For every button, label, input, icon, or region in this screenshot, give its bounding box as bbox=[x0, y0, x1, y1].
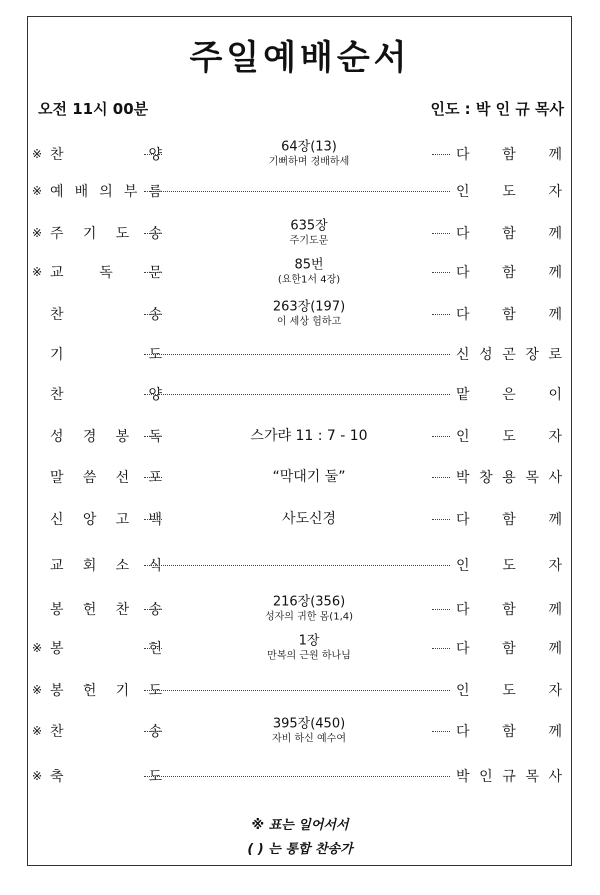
leader-dots bbox=[144, 394, 450, 395]
order-item-detail bbox=[162, 595, 456, 624]
order-item-label: 찬 송 bbox=[50, 724, 162, 740]
order-item-person: 박 인 규 목 사 bbox=[456, 769, 562, 785]
order-item-label: 봉 헌 기 도 bbox=[50, 683, 162, 699]
order-item-label: 교 회 소 식 bbox=[50, 558, 162, 574]
standing-mark: ※ bbox=[31, 265, 43, 279]
order-item-detail bbox=[162, 300, 456, 329]
standing-mark: ※ bbox=[31, 769, 43, 783]
order-item-person: 인 도 자 bbox=[456, 429, 562, 445]
order-item-person: 다 함 께 bbox=[456, 641, 562, 657]
order-item-main: 85번 bbox=[294, 257, 324, 273]
leader-dots bbox=[144, 648, 162, 649]
leader-dots bbox=[144, 233, 162, 234]
order-row bbox=[30, 171, 570, 211]
order-item-person: 맡 은 이 bbox=[456, 387, 562, 403]
leader-dots bbox=[144, 154, 162, 155]
order-item-detail bbox=[162, 634, 456, 663]
leader-dots bbox=[144, 731, 162, 732]
order-item-label: 축 도 bbox=[50, 769, 162, 785]
order-item-person: 다 함 께 bbox=[456, 147, 562, 163]
standing-mark: ※ bbox=[31, 184, 43, 198]
service-leader: 인도 : 박 인 규 목사 bbox=[430, 100, 564, 118]
order-row bbox=[30, 589, 570, 629]
standing-mark: ※ bbox=[31, 724, 43, 738]
order-item-person: 다 함 께 bbox=[456, 724, 562, 740]
hymnal-note: ( ) 는 통합 찬송가 bbox=[247, 842, 353, 857]
order-item-person: 다 함 께 bbox=[456, 602, 562, 618]
order-item-detail bbox=[162, 140, 456, 169]
service-time: 오전 11시 00분 bbox=[38, 100, 149, 118]
order-item-label: 신 앙 고 백 bbox=[50, 512, 162, 528]
page-title: 주일예배순서 bbox=[189, 38, 411, 78]
order-item-main: 64장(13) bbox=[281, 139, 337, 155]
order-item-detail bbox=[162, 258, 456, 287]
order-item-label: 말 씀 선 포 bbox=[50, 470, 162, 486]
standing-note: ※ 표는 일어서서 bbox=[251, 818, 349, 833]
order-row bbox=[30, 545, 570, 585]
leader-dots bbox=[144, 565, 450, 566]
leader-dots bbox=[144, 690, 450, 691]
leader-dots bbox=[144, 314, 162, 315]
order-row bbox=[30, 711, 570, 751]
order-item-person: 다 함 께 bbox=[456, 512, 562, 528]
order-row bbox=[30, 416, 570, 456]
order-row bbox=[30, 213, 570, 253]
order-item-main: “막대기 둘” bbox=[272, 469, 346, 485]
order-row bbox=[30, 334, 570, 374]
order-row bbox=[30, 499, 570, 539]
order-item-label: 찬 양 bbox=[50, 387, 162, 403]
leader-dots bbox=[144, 436, 162, 437]
order-item-label: 봉 헌 찬 송 bbox=[50, 602, 162, 618]
order-item-main: 395장(450) bbox=[272, 716, 346, 732]
order-item-person: 다 함 께 bbox=[456, 307, 562, 323]
order-item-person: 박 창 용 목 사 bbox=[456, 470, 562, 486]
order-item-label: 교 독 문 bbox=[50, 265, 162, 281]
order-item-main: 635장 bbox=[290, 218, 328, 234]
order-row bbox=[30, 252, 570, 292]
order-row bbox=[30, 294, 570, 334]
order-row bbox=[30, 457, 570, 497]
order-item-sub: 자비 하신 예수여 bbox=[272, 733, 346, 745]
order-item-label: 찬 양 bbox=[50, 147, 162, 163]
order-item-main: 사도신경 bbox=[281, 511, 337, 527]
order-row bbox=[30, 628, 570, 668]
order-item-detail bbox=[162, 717, 456, 746]
order-item-label: 성 경 봉 독 bbox=[50, 429, 162, 445]
order-item-detail bbox=[162, 428, 456, 444]
order-item-person: 다 함 께 bbox=[456, 265, 562, 281]
order-item-sub: (요한1서 4장) bbox=[277, 274, 341, 286]
leader-dots bbox=[144, 776, 450, 777]
order-item-label: 예 배 의 부 름 bbox=[50, 184, 162, 200]
standing-mark: ※ bbox=[31, 641, 43, 655]
order-item-sub: 성자의 귀한 몸(1,4) bbox=[264, 611, 354, 623]
order-item-person: 신 성 곤 장 로 bbox=[456, 347, 562, 363]
order-item-sub: 만복의 근원 하나님 bbox=[267, 650, 351, 662]
order-item-main: 1장 bbox=[298, 633, 320, 649]
order-item-person: 다 함 께 bbox=[456, 226, 562, 242]
leader-dots bbox=[144, 354, 450, 355]
leader-dots bbox=[144, 609, 162, 610]
order-row bbox=[30, 670, 570, 710]
leader-dots bbox=[144, 477, 162, 478]
order-item-label: 봉 헌 bbox=[50, 641, 162, 657]
order-item-sub: 이 세상 험하고 bbox=[276, 316, 342, 328]
order-row bbox=[30, 374, 570, 414]
order-item-detail bbox=[162, 219, 456, 248]
leader-dots bbox=[144, 519, 162, 520]
order-item-main: 263장(197) bbox=[272, 299, 346, 315]
order-row bbox=[30, 134, 570, 174]
order-item-label: 주 기 도 송 bbox=[50, 226, 162, 242]
leader-dots bbox=[144, 191, 450, 192]
order-item-person: 인 도 자 bbox=[456, 683, 562, 699]
order-item-person: 인 도 자 bbox=[456, 184, 562, 200]
order-row bbox=[30, 756, 570, 796]
order-item-detail bbox=[162, 469, 456, 485]
order-item-person: 인 도 자 bbox=[456, 558, 562, 574]
standing-mark: ※ bbox=[31, 683, 43, 697]
order-item-main: 스가랴 11 : 7 - 10 bbox=[250, 428, 368, 444]
leader-dots bbox=[144, 272, 162, 273]
standing-mark: ※ bbox=[31, 226, 43, 240]
order-item-main: 216장(356) bbox=[272, 594, 346, 610]
order-item-detail bbox=[162, 511, 456, 527]
standing-mark: ※ bbox=[31, 147, 43, 161]
order-item-label: 기 도 bbox=[50, 347, 162, 363]
order-item-sub: 기뻐하며 경배하세 bbox=[268, 156, 350, 168]
order-item-label: 찬 송 bbox=[50, 307, 162, 323]
order-item-sub: 주기도문 bbox=[289, 235, 329, 247]
